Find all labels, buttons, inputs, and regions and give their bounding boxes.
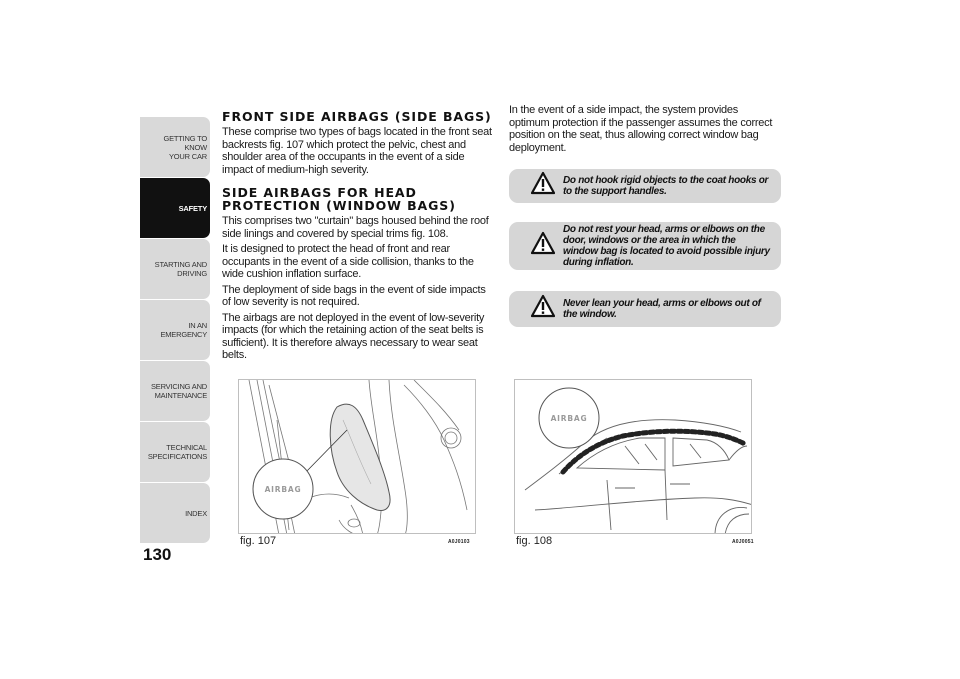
warning-text: Never lean your head, arms or elbows out of the window. xyxy=(563,298,761,320)
paragraph: The deployment of side bags in the event of side impacts of low severity is not required. xyxy=(222,283,486,308)
figure-107-illustration xyxy=(238,379,476,534)
paragraph: In the event of a side impact, the system provides optimum protection if the passenger assumes the correct position on the seat, thus allowing correct window bag deployment. xyxy=(509,104,773,154)
figure-108-code: A0J0051 xyxy=(732,539,754,545)
airbag-badge-label: AIRBAG xyxy=(264,485,302,494)
tab-index[interactable]: INDEX xyxy=(140,483,210,543)
warning-triangle-icon xyxy=(531,171,555,195)
tab-starting-and-driving[interactable]: STARTING AND DRIVING xyxy=(140,239,210,299)
warning-box xyxy=(509,222,781,270)
paragraph: It is designed to protect the head of front and rear occupants in the event of a side collision, thanks to the wide cushion inflation surface. xyxy=(222,243,474,280)
figure-108-caption: fig. 108 xyxy=(516,535,553,547)
paragraph: The airbags are not deployed in the event of low-severity impacts (for which the retaining action of the seat belts is sufficient). It is therefore always necessary to wear seat belts. xyxy=(222,311,485,361)
paragraph: These comprise two types of bags located in the front seat backrests fig. 107 which protect the pelvic, chest and shoulder area of the occupants in the event of a side impact of medium-high severity. xyxy=(222,126,492,176)
warning-triangle-icon xyxy=(531,294,555,318)
figure-107-code: A0J0103 xyxy=(448,539,470,545)
page-number: 130 xyxy=(143,545,172,564)
warning-text: Do not hook rigid objects to the coat hooks or to the support handles. xyxy=(563,175,769,197)
warning-triangle-icon xyxy=(531,231,555,255)
seat-side-airbag-illustration xyxy=(239,380,476,534)
tab-technical-specifications[interactable]: TECHNICAL SPECIFICATIONS xyxy=(140,422,210,482)
heading-front-side-airbags: FRONT SIDE AIRBAGS (SIDE BAGS) xyxy=(222,109,492,124)
tab-safety[interactable]: SAFETY xyxy=(140,178,210,238)
heading-window-bags: SIDE AIRBAGS FOR HEAD PROTECTION (WINDOW BAGS) xyxy=(222,185,456,213)
figure-108-illustration xyxy=(514,379,752,534)
airbag-badge-label: AIRBAG xyxy=(550,414,588,423)
tab-getting-to-know[interactable]: GETTING TO KNOW YOUR CAR xyxy=(140,117,210,177)
paragraph: This comprises two "curtain" bags housed behind the roof side linings and covered by special trims fig. 108. xyxy=(222,215,489,240)
window-airbag-illustration xyxy=(515,380,752,534)
tab-in-an-emergency[interactable]: IN AN EMERGENCY xyxy=(140,300,210,360)
warning-text: Do not rest your head, arms or elbows on the door, windows or the area in which the window bag is located to avoid possible injury during inflation. xyxy=(563,224,770,268)
tab-servicing-and-maintenance[interactable]: SERVICING AND MAINTENANCE xyxy=(140,361,210,421)
right-column xyxy=(509,104,781,157)
figure-107-caption: fig. 107 xyxy=(240,535,277,547)
warning-box xyxy=(509,291,781,327)
left-column xyxy=(222,110,495,365)
warning-box xyxy=(509,169,781,203)
